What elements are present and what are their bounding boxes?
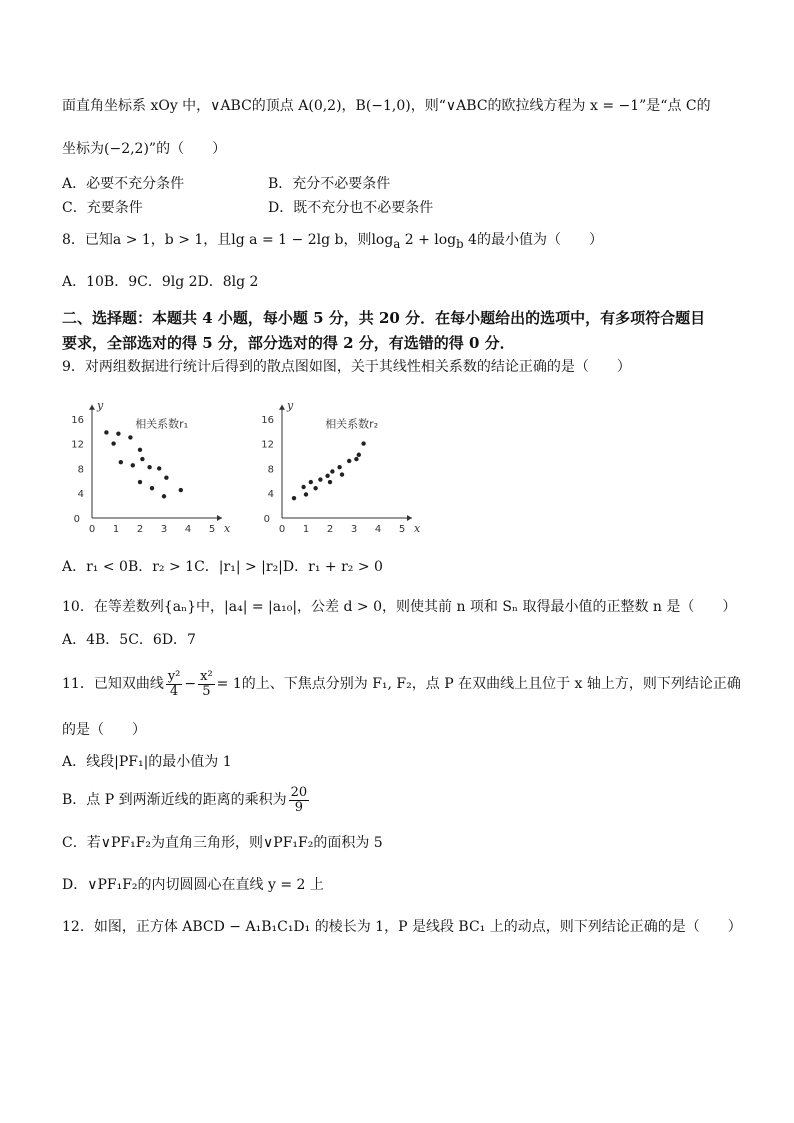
q11-optb-num: 20 bbox=[290, 784, 308, 800]
x-tick-label: 4 bbox=[374, 524, 382, 535]
x-tick-label: 2 bbox=[326, 524, 334, 535]
q12-stem: 12．如图，正方体 ABCD − A₁B₁C₁D₁ 的棱长为 1，P 是线段 BC₁ 上的动点，则下列结论正确的是（ ） bbox=[62, 919, 742, 935]
x-axis-label: x bbox=[414, 522, 421, 535]
q10-options: A．4B．5C．6D．7 bbox=[62, 632, 196, 648]
y-axis-arrow bbox=[89, 405, 95, 410]
scatter-point bbox=[328, 480, 332, 484]
scatter-point bbox=[157, 466, 161, 470]
q11-pre: 11．已知双曲线 bbox=[62, 676, 164, 692]
x-tick-label: 3 bbox=[160, 524, 168, 535]
q11-line2: 的是（ ） bbox=[62, 722, 146, 738]
q11-optb-den: 9 bbox=[294, 799, 304, 815]
q11-f2-den: 5 bbox=[202, 683, 211, 699]
y-tick-label: 4 bbox=[77, 489, 84, 501]
x-tick-label: 4 bbox=[184, 524, 192, 535]
scatter-point bbox=[325, 474, 329, 478]
q7-option-c: C．充要条件 bbox=[62, 200, 143, 216]
y-tick-label: 0 bbox=[73, 514, 80, 525]
q8-options: A．10B．9C．9lg 2D．8lg 2 bbox=[62, 274, 259, 290]
section2-line1: 二、选择题：本题共 4 小题，每小题 5 分，共 20 分．在每小题给出的选项中，有多项符合题目 bbox=[62, 309, 706, 327]
scatter-point bbox=[309, 480, 313, 484]
q11-option-a: A．线段|PF₁|的最小值为 1 bbox=[62, 754, 232, 770]
scatter-point bbox=[111, 441, 115, 445]
scatter-plot-r1 bbox=[62, 384, 252, 544]
scatter-point bbox=[304, 492, 308, 496]
scatter-point bbox=[104, 430, 108, 434]
q11-f2-num: x² bbox=[200, 668, 213, 684]
q9-stem: 9．对两组数据进行统计后得到的散点图如图，关于其线性相关系数的结论正确的是（ ） bbox=[62, 359, 631, 375]
y-axis-arrow bbox=[279, 405, 285, 410]
scatter-point bbox=[119, 460, 123, 464]
scatter-point bbox=[150, 486, 154, 490]
q8-sub-b: b bbox=[456, 236, 464, 251]
q11-minus: − bbox=[184, 676, 197, 692]
x-tick-label: 5 bbox=[398, 524, 406, 535]
scatter-point bbox=[301, 485, 305, 489]
q11-fraction-y bbox=[166, 670, 183, 699]
x-axis-label: x bbox=[224, 522, 231, 535]
scatter-point bbox=[179, 488, 183, 492]
scatter-plot-r2 bbox=[252, 384, 442, 544]
q7-option-a: A．必要不充分条件 bbox=[62, 176, 185, 192]
y-tick-label: 8 bbox=[77, 464, 84, 476]
q10-stem: 10．在等差数列{aₙ}中，|a₄| = |a₁₀|，公差 d > 0，则使其前 n 项和 Sₙ 取得最小值的正整数 n 是（ ） bbox=[62, 599, 737, 615]
y-tick-label: 0 bbox=[263, 514, 270, 525]
q11-post: = 1的上、下焦点分别为 F₁, F₂，点 P 在双曲线上且位于 x 轴上方，则下列结论正确 bbox=[216, 676, 741, 692]
scatter-point bbox=[318, 477, 322, 481]
section2-line2: 要求，全部选对的得 5 分，部分选对的得 2 分，有选错的得 0 分． bbox=[62, 334, 515, 352]
x-tick-label: 1 bbox=[112, 524, 120, 535]
scatter-point bbox=[164, 476, 168, 480]
x-axis-arrow bbox=[407, 515, 412, 521]
scatter-point bbox=[313, 486, 317, 490]
x-tick-label: 0 bbox=[88, 524, 96, 535]
x-tick-label: 5 bbox=[208, 524, 216, 535]
q7-line2: 坐标为(−2,2)”的（ ） bbox=[62, 141, 227, 157]
q7-line1: 面直角坐标系 xOy 中，∨ABC的顶点 A(0,2)，B(−1,0)，则“∨ABC的欧拉线方程为 x = −1”是“点 C的 bbox=[62, 98, 711, 114]
y-tick-label: 12 bbox=[71, 439, 84, 451]
scatter-point bbox=[340, 472, 344, 476]
scatter-point bbox=[128, 435, 132, 439]
x-tick-label: 3 bbox=[350, 524, 358, 535]
q11-option-b-fraction bbox=[289, 786, 310, 815]
plot-title: 相关系数r₁ bbox=[135, 417, 189, 431]
scatter-point bbox=[330, 469, 334, 473]
scatter-point bbox=[354, 457, 358, 461]
q11-stem bbox=[62, 667, 741, 701]
q11-option-b bbox=[62, 782, 311, 818]
scatter-point bbox=[138, 448, 142, 452]
q8-stem bbox=[62, 230, 603, 254]
q8-stem-mid: 2 + log bbox=[400, 232, 457, 248]
scatter-point bbox=[292, 496, 296, 500]
y-axis-label: y bbox=[97, 398, 104, 412]
q9-options: A．r₁ < 0B．r₂ > 1C．|r₁| > |r₂|D．r₁ + r₂ > 0 bbox=[62, 559, 383, 575]
scatter-point bbox=[138, 480, 142, 484]
scatter-point bbox=[131, 463, 135, 467]
q11-f1-den: 4 bbox=[169, 683, 179, 699]
q11-option-b-text: B．点 P 到两渐近线的距离的乘积为 bbox=[62, 792, 287, 808]
q11-option-c: C．若∨PF₁F₂为直角三角形，则∨PF₁F₂的面积为 5 bbox=[62, 835, 383, 851]
q7-option-d: D．既不充分也不必要条件 bbox=[268, 200, 434, 216]
y-axis-label: y bbox=[287, 398, 294, 412]
q8-stem-head: 8．已知a > 1，b > 1，且lg a = 1 − 2lg b，则log bbox=[62, 232, 394, 248]
y-tick-label: 8 bbox=[267, 464, 274, 476]
q11-fraction-x bbox=[198, 670, 215, 699]
q11-f1-num: y² bbox=[167, 668, 181, 684]
x-tick-label: 2 bbox=[136, 524, 144, 535]
y-tick-label: 12 bbox=[261, 439, 274, 451]
scatter-point bbox=[347, 459, 351, 463]
scatter-point bbox=[162, 494, 166, 498]
scatter-point bbox=[337, 465, 341, 469]
scatter-point bbox=[116, 431, 120, 435]
x-axis-arrow bbox=[217, 515, 222, 521]
plot-title: 相关系数r₂ bbox=[325, 417, 379, 431]
y-tick-label: 16 bbox=[261, 414, 274, 426]
q8-sub-a: a bbox=[393, 236, 401, 251]
q8-stem-tail: 4的最小值为（ ） bbox=[463, 232, 603, 248]
q11-option-d: D．∨PF₁F₂的内切圆圆心在直线 y = 2 上 bbox=[62, 877, 324, 893]
scatter-point bbox=[147, 465, 151, 469]
scatter-point bbox=[361, 441, 365, 445]
q7-option-b: B．充分不必要条件 bbox=[268, 176, 391, 192]
scatter-point bbox=[140, 457, 144, 461]
y-tick-label: 16 bbox=[71, 414, 84, 426]
y-tick-label: 4 bbox=[267, 489, 274, 501]
x-tick-label: 1 bbox=[302, 524, 310, 535]
x-tick-label: 0 bbox=[278, 524, 286, 535]
scatter-point bbox=[357, 453, 361, 457]
